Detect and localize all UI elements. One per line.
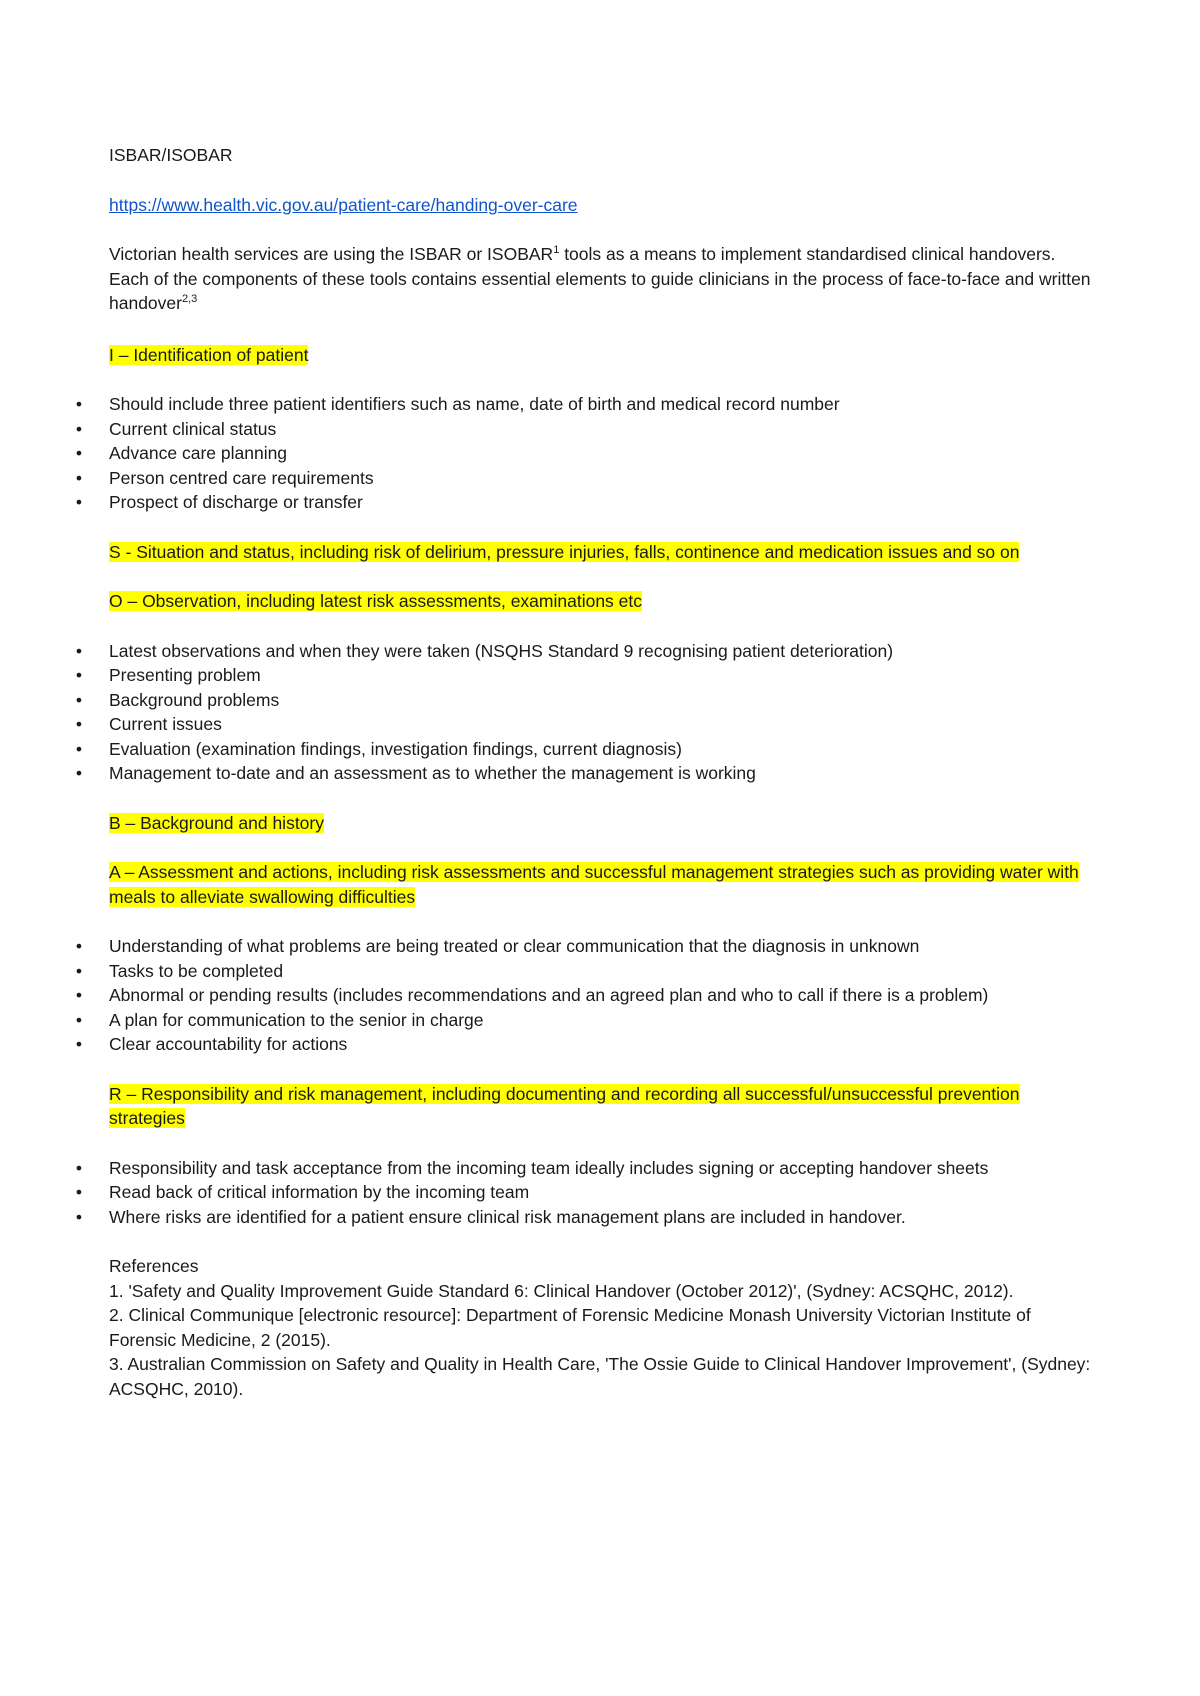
- intro-footnote-1: 1: [553, 244, 560, 257]
- assessment-list: [75, 934, 1099, 1057]
- bullet-icon: •: [75, 1206, 83, 1227]
- bullet-icon: •: [75, 689, 83, 710]
- reference-item: 3. Australian Commission on Safety and Quality in Health Care, 'The Ossie Guide to Clinical Handover Improvement', (Sydney: ACSQHC, 2010).: [109, 1354, 1091, 1399]
- list-item: • Should include three patient identifiers such as name, date of birth and medical record number: [109, 392, 1099, 417]
- observation-list: [75, 639, 1099, 786]
- intro-footnote-2: 2,3: [181, 293, 198, 306]
- list-item: • Background problems: [109, 688, 1099, 713]
- list-item: • Current issues: [109, 712, 1099, 737]
- intro-paragraph: [109, 242, 1099, 316]
- reference-item: 2. Clinical Communique [electronic resource]: Department of Forensic Medicine Monash University Victorian Institute of Forensic Medicine, 2 (2015).: [109, 1305, 1031, 1350]
- identification-list: [75, 392, 1099, 515]
- list-item: • Latest observations and when they were taken (NSQHS Standard 9 recognising patient deterioration): [109, 639, 1099, 664]
- bullet-icon: •: [75, 418, 83, 439]
- bullet-icon: •: [75, 985, 83, 1005]
- source-link[interactable]: https://www.health.vic.gov.au/patient-care/handing-over-care: [109, 194, 578, 215]
- section-heading-observation: O – Observation, including latest risk assessments, examinations etc: [109, 591, 643, 611]
- bullet-icon: •: [75, 738, 83, 759]
- responsibility-list: [75, 1156, 1099, 1230]
- bullet-icon: •: [75, 394, 83, 414]
- document-body: [75, 143, 1099, 1401]
- list-item: • Abnormal or pending results (includes recommendations and an agreed plan and who to call if there is a problem): [109, 983, 1099, 1008]
- intro-text-1: Victorian health services are using the ISBAR or ISOBAR: [109, 244, 554, 264]
- list-item: • Evaluation (examination findings, investigation findings, current diagnosis): [109, 737, 1099, 762]
- list-item: • Tasks to be completed: [109, 959, 1099, 984]
- section-heading-identification: I – Identification of patient: [109, 344, 309, 365]
- bullet-icon: •: [75, 714, 83, 734]
- list-item: • Person centred care requirements: [109, 466, 1099, 491]
- bullet-icon: •: [75, 1034, 83, 1054]
- list-item: • Advance care planning: [109, 441, 1099, 466]
- references: [109, 1254, 1099, 1401]
- bullet-icon: •: [75, 443, 83, 463]
- references-heading: References: [109, 1256, 199, 1276]
- list-item: • Responsibility and task acceptance from the incoming team ideally includes signing or accepting handover sheets: [109, 1156, 1099, 1181]
- bullet-icon: •: [75, 960, 83, 981]
- document-title: ISBAR/ISOBAR: [109, 145, 233, 165]
- list-item: • Clear accountability for actions: [109, 1032, 1099, 1057]
- intro-text-2: tools as a means to implement standardised clinical handovers. Each of the components of these tools contains essential elements to guide clinicians in the process of face-to-face and written handover: [109, 244, 1091, 313]
- list-item: • Management to-date and an assessment as to whether the management is working: [109, 761, 1099, 786]
- section-heading-responsibility: R – Responsibility and risk management, including documenting and recording all successful/unsuccessful prevention strategies: [109, 1083, 1020, 1128]
- bullet-icon: •: [75, 640, 83, 661]
- bullet-icon: •: [75, 1182, 83, 1202]
- reference-item: 1. 'Safety and Quality Improvement Guide Standard 6: Clinical Handover (October 2012)', (Sydney: ACSQHC, 2012).: [109, 1280, 1014, 1301]
- list-item: • Current clinical status: [109, 417, 1099, 442]
- section-heading-assessment: A – Assessment and actions, including risk assessments and successful management strategies such as providing water with meals to alleviate swallowing difficulties: [109, 862, 1079, 907]
- list-item: • Presenting problem: [109, 663, 1099, 688]
- list-item: • Prospect of discharge or transfer: [109, 490, 1099, 515]
- bullet-icon: •: [75, 936, 83, 956]
- section-heading-situation: S - Situation and status, including risk of delirium, pressure injuries, falls, continence and medication issues and so on: [109, 541, 1020, 562]
- bullet-icon: •: [75, 665, 83, 685]
- section-heading-background: B – Background and history: [109, 812, 324, 833]
- list-item: • Read back of critical information by the incoming team: [109, 1180, 1099, 1205]
- list-item: • Where risks are identified for a patient ensure clinical risk management plans are included in handover.: [109, 1205, 1099, 1230]
- bullet-icon: •: [75, 1009, 83, 1030]
- list-item: • Understanding of what problems are being treated or clear communication that the diagnosis in unknown: [109, 934, 1099, 959]
- bullet-icon: •: [75, 763, 83, 783]
- bullet-icon: •: [75, 492, 83, 512]
- bullet-icon: •: [75, 1157, 83, 1178]
- bullet-icon: •: [75, 467, 83, 488]
- source-link-line: [109, 193, 1099, 218]
- list-item: • A plan for communication to the senior in charge: [109, 1008, 1099, 1033]
